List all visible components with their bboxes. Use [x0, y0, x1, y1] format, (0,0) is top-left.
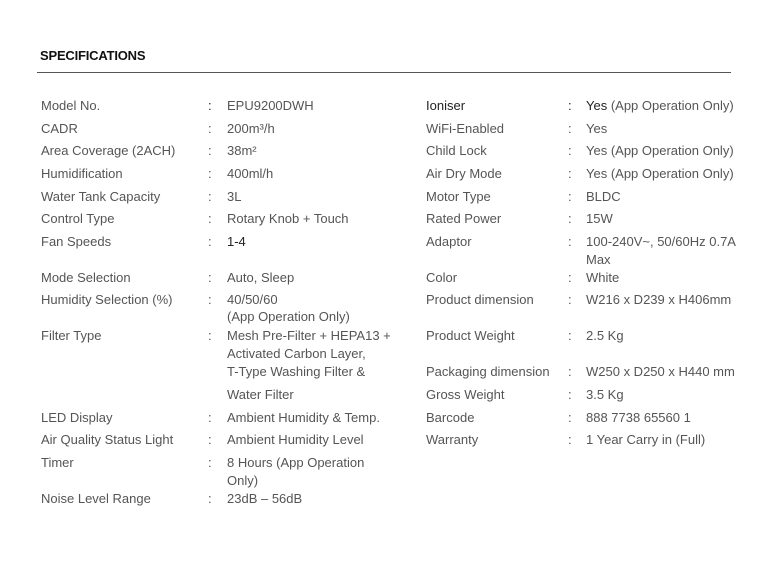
spec-value: Yes	[586, 121, 608, 136]
spec-value: BLDC	[586, 189, 621, 204]
spec-value: W216 x D239 x H406mm	[586, 292, 732, 307]
spec-value: 1 Year Carry in (Full)	[586, 432, 706, 447]
spec-label: Ioniser	[426, 98, 466, 113]
spec-colon: :	[568, 98, 572, 113]
spec-colon: :	[568, 189, 572, 204]
spec-value: Mesh Pre-Filter + HEPA13 +	[227, 328, 391, 343]
spec-label: Rated Power	[426, 211, 502, 226]
spec-label: Packaging dimension	[426, 364, 550, 379]
spec-label: Warranty	[426, 432, 479, 447]
page-title: SPECIFICATIONS	[40, 48, 146, 63]
spec-colon: :	[208, 270, 212, 285]
spec-value: W250 x D250 x H440 mm	[586, 364, 735, 379]
spec-colon: :	[208, 292, 212, 307]
spec-value: Yes (App Operation Only)	[586, 143, 734, 158]
spec-value	[586, 97, 754, 115]
spec-label: Area Coverage (2ACH)	[41, 143, 176, 158]
spec-colon: :	[568, 270, 572, 285]
spec-value: Auto, Sleep	[227, 270, 295, 285]
spec-label: Barcode	[426, 410, 475, 425]
spec-value: EPU9200DWH	[227, 98, 314, 113]
spec-value: Ambient Humidity & Temp.	[227, 410, 380, 425]
spec-value-note: (App Operation Only)	[607, 98, 734, 113]
spec-colon: :	[568, 143, 572, 158]
spec-label: Child Lock	[426, 143, 487, 158]
spec-colon: :	[208, 121, 212, 136]
spec-label: Product Weight	[426, 328, 515, 343]
spec-colon: :	[568, 211, 572, 226]
spec-label: Product dimension	[426, 292, 534, 307]
spec-label: Mode Selection	[41, 270, 131, 285]
spec-value: 200m³/h	[227, 121, 275, 136]
spec-colon: :	[208, 328, 212, 343]
spec-label: Model No.	[41, 98, 101, 113]
spec-value-line-2: Only)	[227, 473, 259, 488]
spec-colon: :	[568, 328, 572, 343]
spec-value: 400ml/h	[227, 166, 274, 181]
spec-value-emphasis: Yes	[586, 98, 608, 113]
spec-colon: :	[568, 410, 572, 425]
spec-label: Noise Level Range	[41, 491, 151, 506]
spec-colon: :	[208, 432, 212, 447]
spec-label: Fan Speeds	[41, 234, 112, 249]
spec-colon: :	[208, 189, 212, 204]
spec-label: Water Tank Capacity	[41, 189, 161, 204]
spec-value: 1-4	[227, 234, 246, 249]
spec-value: White	[586, 270, 620, 285]
spec-label: Air Dry Mode	[426, 166, 502, 181]
spec-label: CADR	[41, 121, 78, 136]
spec-value-line-4: Water Filter	[227, 387, 294, 402]
spec-value: 3L	[227, 189, 242, 204]
spec-label: Humidity Selection (%)	[41, 292, 173, 307]
spec-colon: :	[208, 455, 212, 470]
spec-colon: :	[568, 387, 572, 402]
spec-value: 2.5 Kg	[586, 328, 624, 343]
spec-value: 8 Hours (App Operation	[227, 455, 365, 470]
spec-value: 3.5 Kg	[586, 387, 624, 402]
spec-colon: :	[208, 211, 212, 226]
spec-value-line-3: T-Type Washing Filter &	[227, 364, 366, 379]
spec-value: 888 7738 65560 1	[586, 410, 691, 425]
spec-label: LED Display	[41, 410, 113, 425]
spec-label: Control Type	[41, 211, 115, 226]
spec-value: Yes (App Operation Only)	[586, 166, 734, 181]
spec-colon: :	[568, 121, 572, 136]
spec-label: Filter Type	[41, 328, 102, 343]
spec-value: 15W	[586, 211, 613, 226]
spec-label: Gross Weight	[426, 387, 505, 402]
spec-colon: :	[208, 234, 212, 249]
spec-label: Motor Type	[426, 189, 491, 204]
title-divider	[37, 72, 731, 73]
spec-colon: :	[568, 166, 572, 181]
spec-colon: :	[208, 98, 212, 113]
spec-colon: :	[568, 292, 572, 307]
spec-colon: :	[208, 166, 212, 181]
spec-colon: :	[568, 432, 572, 447]
spec-value-line-2: Max	[586, 252, 611, 267]
spec-value: 40/50/60	[227, 292, 278, 307]
spec-value: 38m²	[227, 143, 257, 158]
spec-colon: :	[208, 410, 212, 425]
spec-colon: :	[208, 143, 212, 158]
spec-label: WiFi-Enabled	[426, 121, 505, 136]
spec-label: Air Quality Status Light	[41, 432, 174, 447]
spec-value: Ambient Humidity Level	[227, 432, 364, 447]
spec-colon: :	[568, 234, 572, 249]
spec-label: Timer	[41, 455, 74, 470]
spec-value: Rotary Knob + Touch	[227, 211, 349, 226]
spec-colon: :	[208, 491, 212, 506]
spec-value: 100-240V~, 50/60Hz 0.7A	[586, 234, 736, 249]
spec-label: Humidification	[41, 166, 123, 181]
spec-value: 23dB – 56dB	[227, 491, 303, 506]
spec-label: Color	[426, 270, 458, 285]
spec-label: Adaptor	[426, 234, 472, 249]
spec-value-line-2: (App Operation Only)	[227, 309, 350, 324]
spec-value-line-2: Activated Carbon Layer,	[227, 346, 366, 361]
spec-colon: :	[568, 364, 572, 379]
